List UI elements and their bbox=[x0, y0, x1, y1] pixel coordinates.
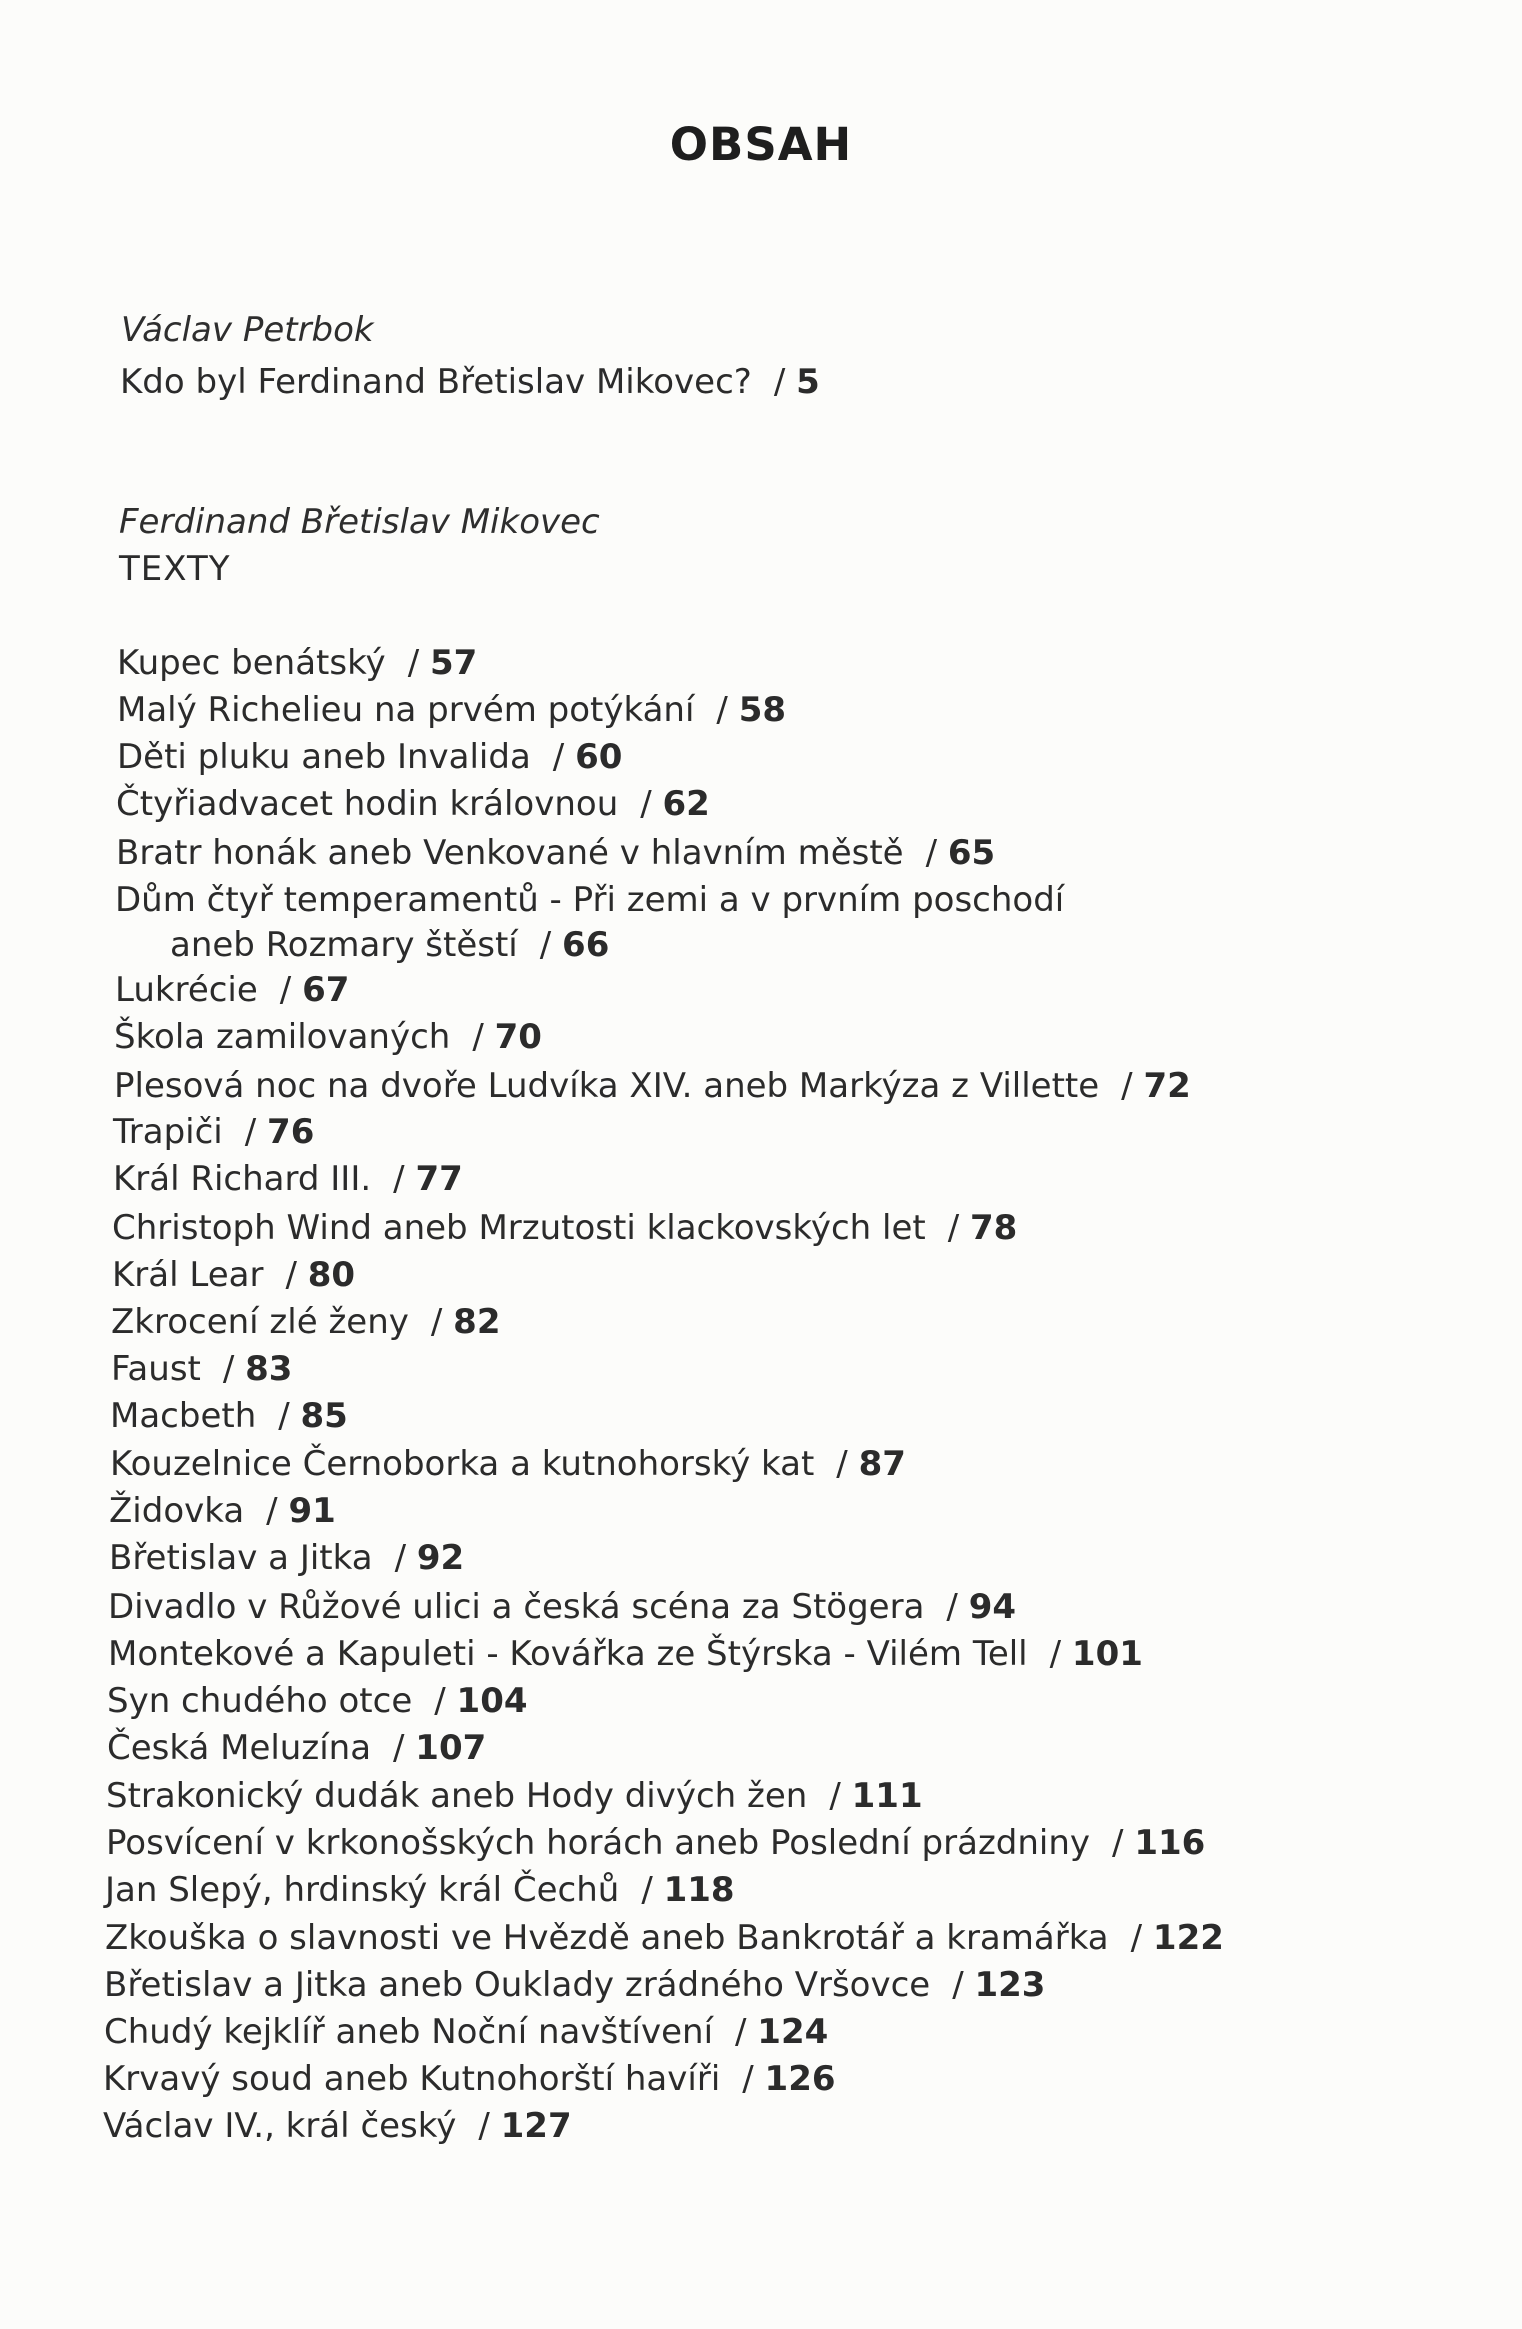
intro-author: Václav Petrbok bbox=[121, 310, 374, 350]
toc-entry-title: Trapiči bbox=[113, 1112, 223, 1152]
toc-entry-title: Židovka bbox=[109, 1491, 245, 1531]
intro-title: Kdo byl Ferdinand Břetislav Mikovec? bbox=[120, 362, 752, 402]
toc-entry bbox=[107, 1728, 486, 1768]
texts-author: Ferdinand Břetislav Mikovec bbox=[119, 502, 600, 542]
toc-entry-continuation bbox=[170, 925, 609, 965]
toc-entry-page: / 57 bbox=[408, 643, 478, 683]
toc-entry-page: / 60 bbox=[553, 737, 623, 777]
toc-entry bbox=[111, 1302, 500, 1342]
toc-entry bbox=[117, 643, 477, 683]
toc-entry-page: / 104 bbox=[434, 1681, 527, 1721]
toc-entry bbox=[116, 833, 995, 873]
toc-entry-page: / 127 bbox=[478, 2106, 571, 2146]
toc-entry-title: Dům čtyř temperamentů - Při zemi a v prvním poschodí bbox=[115, 880, 1065, 920]
toc-entry bbox=[117, 737, 622, 777]
toc-entry-page: / 80 bbox=[285, 1255, 355, 1295]
toc-entry-title: Děti pluku aneb Invalida bbox=[117, 737, 531, 777]
toc-entry-title: Král Richard III. bbox=[113, 1159, 372, 1199]
toc-entry bbox=[109, 1538, 464, 1578]
toc-entry-page: / 65 bbox=[926, 833, 996, 873]
toc-entry-title: Plesová noc na dvoře Ludvíka XIV. aneb Markýza z Villette bbox=[114, 1066, 1100, 1106]
toc-entry-page: / 58 bbox=[716, 690, 786, 730]
toc-entry bbox=[115, 880, 1064, 920]
toc-entry bbox=[112, 1255, 355, 1295]
toc-entry-page: / 122 bbox=[1131, 1918, 1224, 1958]
toc-entry bbox=[103, 2106, 572, 2146]
toc-entry-title: aneb Rozmary štěstí bbox=[170, 925, 518, 965]
toc-entry-title: Jan Slepý, hrdinský král Čechů bbox=[105, 1870, 620, 1910]
toc-entry-title: Divadlo v Růžové ulici a česká scéna za Stögera bbox=[108, 1587, 925, 1627]
toc-entry bbox=[109, 1491, 336, 1531]
toc-entry-title: Břetislav a Jitka aneb Ouklady zrádného Vršovce bbox=[104, 1965, 931, 2005]
toc-entry-title: Čtyřiadvacet hodin královnou bbox=[116, 784, 619, 824]
toc-entry-title: Břetislav a Jitka bbox=[109, 1538, 373, 1578]
toc-entry bbox=[105, 1870, 735, 1910]
toc-entry-page: / 124 bbox=[735, 2012, 828, 2052]
toc-entry-page: / 116 bbox=[1112, 1823, 1205, 1863]
toc-entry-page: / 77 bbox=[393, 1159, 463, 1199]
toc-entry bbox=[113, 1159, 463, 1199]
toc-entry-title: Strakonický dudák aneb Hody divých žen bbox=[106, 1776, 808, 1816]
toc-entry-page: / 70 bbox=[472, 1017, 542, 1057]
toc-entry-page: / 82 bbox=[431, 1302, 501, 1342]
toc-entry bbox=[116, 784, 710, 824]
toc-entry-title: Česká Meluzína bbox=[107, 1728, 372, 1768]
intro-entry bbox=[120, 362, 820, 402]
toc-entry bbox=[105, 1918, 1224, 1958]
toc-entry-title: Zkouška o slavnosti ve Hvězdě aneb Bankrotář a kramářka bbox=[105, 1918, 1109, 1958]
toc-entry-title: Macbeth bbox=[110, 1396, 257, 1436]
toc-entry-page: / 78 bbox=[948, 1208, 1018, 1248]
toc-entry-title: Krvavý soud aneb Kutnohorští havíři bbox=[103, 2059, 721, 2099]
toc-entry-page: / 118 bbox=[641, 1870, 734, 1910]
toc-entry-page: / 92 bbox=[395, 1538, 465, 1578]
toc-entry bbox=[117, 690, 786, 730]
texts-label: TEXTY bbox=[119, 549, 231, 589]
toc-entry bbox=[106, 1823, 1205, 1863]
toc-entry-title: Škola zamilovaných bbox=[114, 1017, 451, 1057]
toc-entry-title: Posvícení v krkonošských horách aneb Poslední prázdniny bbox=[106, 1823, 1091, 1863]
toc-entry-page: / 67 bbox=[280, 970, 350, 1010]
toc-entry bbox=[112, 1208, 1017, 1248]
toc-entry-title: Bratr honák aneb Venkované v hlavním městě bbox=[116, 833, 904, 873]
toc-entry-title: Kouzelnice Černoborka a kutnohorský kat bbox=[110, 1444, 815, 1484]
toc-entry-page: / 87 bbox=[836, 1444, 906, 1484]
toc-entry-page: / 66 bbox=[540, 925, 610, 965]
toc-entry bbox=[106, 1776, 923, 1816]
toc-entry-title: Král Lear bbox=[112, 1255, 264, 1295]
toc-entry bbox=[114, 1017, 542, 1057]
toc-entry bbox=[114, 1066, 1191, 1106]
toc-entry-page: / 111 bbox=[829, 1776, 922, 1816]
toc-entry-page: / 76 bbox=[245, 1112, 315, 1152]
toc-entry-page: / 72 bbox=[1121, 1066, 1191, 1106]
toc-entry-title: Kupec benátský bbox=[117, 643, 386, 683]
toc-entry-title: Chudý kejklíř aneb Noční navštívení bbox=[104, 2012, 714, 2052]
toc-entry bbox=[108, 1587, 1016, 1627]
toc-entry bbox=[113, 1112, 314, 1152]
toc-entry-title: Montekové a Kapuleti - Kovářka ze Štýrska - Vilém Tell bbox=[108, 1634, 1028, 1674]
toc-entry-page: / 107 bbox=[393, 1728, 486, 1768]
toc-entry-page: / 83 bbox=[223, 1349, 293, 1389]
toc-entry-title: Václav IV., král český bbox=[103, 2106, 457, 2146]
toc-entry-title: Lukrécie bbox=[115, 970, 258, 1010]
toc-entry-title: Syn chudého otce bbox=[107, 1681, 413, 1721]
toc-entry-page: / 123 bbox=[952, 1965, 1045, 2005]
toc-entry-page: / 62 bbox=[640, 784, 710, 824]
toc-entry-title: Malý Richelieu na prvém potýkání bbox=[117, 690, 695, 730]
toc-entry-page: / 94 bbox=[946, 1587, 1016, 1627]
toc-entry bbox=[115, 970, 349, 1010]
toc-entry bbox=[108, 1634, 1143, 1674]
toc-entry-title: Christoph Wind aneb Mrzutosti klackovských let bbox=[112, 1208, 926, 1248]
toc-entry bbox=[110, 1396, 348, 1436]
toc-entry bbox=[107, 1681, 528, 1721]
toc-entry-title: Zkrocení zlé ženy bbox=[111, 1302, 409, 1342]
page-title: OBSAH bbox=[669, 118, 853, 171]
toc-entry-page: / 126 bbox=[742, 2059, 835, 2099]
toc-entry-page: / 101 bbox=[1050, 1634, 1143, 1674]
toc-entry-title: Faust bbox=[111, 1349, 201, 1389]
toc-entry bbox=[103, 2059, 836, 2099]
toc-entry-page: / 91 bbox=[266, 1491, 336, 1531]
toc-entry bbox=[111, 1349, 292, 1389]
toc-entry bbox=[110, 1444, 906, 1484]
toc-entry bbox=[104, 2012, 828, 2052]
toc-entry bbox=[104, 1965, 1045, 2005]
toc-entry-page: / 85 bbox=[278, 1396, 348, 1436]
intro-page-number: / 5 bbox=[774, 362, 820, 402]
